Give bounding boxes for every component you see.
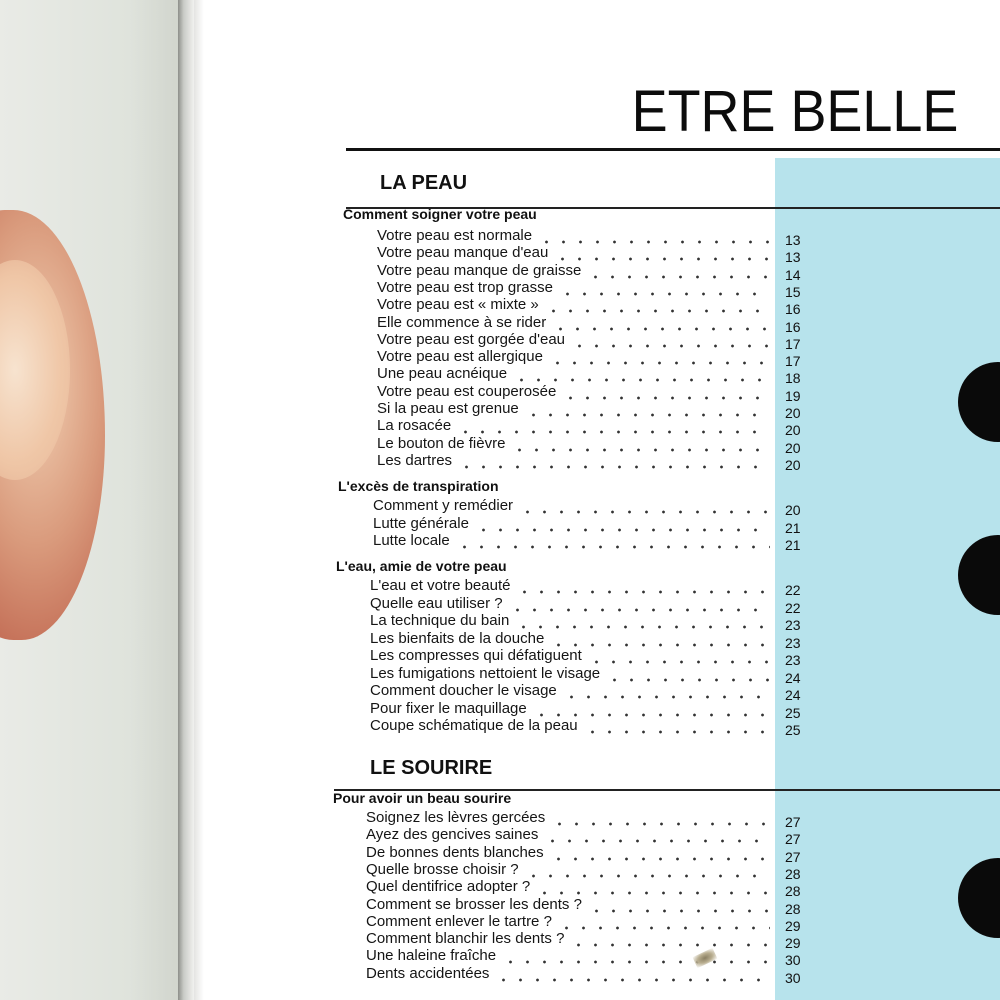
toc-page-number: 17 xyxy=(785,353,801,370)
dot-leader xyxy=(519,510,770,514)
toc-page-number: 20 xyxy=(785,405,801,421)
dot-leader xyxy=(606,678,770,682)
toc-entry-title: Quelle brosse choisir ? xyxy=(366,860,519,878)
toc-entry-title: L'eau et votre beauté xyxy=(370,577,511,594)
toc-entry-title: Une haleine fraîche xyxy=(366,947,497,965)
dot-leader xyxy=(552,327,770,331)
toc-entry-title: Soignez les lèvres gercées xyxy=(366,809,546,826)
toc-entry-title: Lutte générale xyxy=(373,514,469,532)
toc-page-number: 18 xyxy=(785,370,801,387)
toc-page-number: 24 xyxy=(785,687,801,703)
dot-leader xyxy=(538,240,770,244)
book-spine xyxy=(178,0,194,1000)
section-heading: LA PEAU xyxy=(380,172,468,194)
dot-leader xyxy=(509,608,770,612)
toc-entry-title: Quel dentifrice adopter ? xyxy=(366,878,531,896)
subsection-heading: L'eau, amie de votre peau xyxy=(336,558,507,574)
dot-leader xyxy=(516,590,770,594)
toc-page-number: 25 xyxy=(785,704,801,721)
dot-leader xyxy=(511,448,770,452)
dot-leader xyxy=(587,275,770,279)
dot-leader xyxy=(554,257,770,261)
subsection-heading: Pour avoir un beau sourire xyxy=(333,790,512,806)
dot-leader xyxy=(545,309,770,313)
toc-entry-title: De bonnes dents blanches xyxy=(366,843,544,861)
dot-leader xyxy=(562,396,770,400)
toc-page-number: 20 xyxy=(785,502,801,518)
dot-leader xyxy=(550,857,770,861)
facing-page-photo xyxy=(0,0,185,1000)
dot-leader xyxy=(563,695,770,699)
toc-entry-title: Votre peau manque de graisse xyxy=(377,261,582,279)
toc-entry-title: Les compresses qui défatiguent xyxy=(370,647,582,664)
toc-entry-title: Dents accidentées xyxy=(366,964,490,982)
toc-entry-title: Votre peau est allergique xyxy=(377,348,543,366)
toc-entry-title: Une peau acnéique xyxy=(377,365,508,383)
toc-entry-title: Si la peau est grenue xyxy=(377,400,519,417)
toc-entry-title: Les bienfaits de la douche xyxy=(370,629,545,647)
toc-page-number: 13 xyxy=(785,249,801,266)
dot-leader xyxy=(456,545,770,549)
toc-entry-title: Le bouton de fièvre xyxy=(377,434,506,452)
toc-entry-title: La technique du bain xyxy=(370,612,510,629)
dot-leader xyxy=(458,465,770,469)
toc-entry-title: Ayez des gencives saines xyxy=(366,826,539,844)
dot-leader xyxy=(570,943,770,947)
title-rule xyxy=(346,148,1000,151)
toc-entry-title: Votre peau est trop grasse xyxy=(377,278,553,296)
toc-page-number: 21 xyxy=(785,519,801,536)
toc-entry-title: Lutte locale xyxy=(373,532,450,549)
toc-entry-title: Comment enlever le tartre ? xyxy=(366,912,552,930)
toc-page-number: 27 xyxy=(785,814,801,830)
toc-page-number: 21 xyxy=(785,537,801,553)
dot-leader xyxy=(588,660,770,664)
dot-leader xyxy=(525,413,770,417)
dot-leader xyxy=(559,292,770,296)
toc-entry-title: Votre peau est normale xyxy=(377,227,533,244)
toc-entry-title: Comment doucher le visage xyxy=(370,682,557,699)
dot-leader xyxy=(571,344,770,348)
toc-page-number: 25 xyxy=(785,722,801,738)
toc-entry-title: Votre peau est « mixte » xyxy=(377,296,539,314)
toc-page-number: 30 xyxy=(785,969,801,986)
dot-leader xyxy=(558,926,770,930)
toc-entry-title: La rosacée xyxy=(377,417,452,435)
dot-leader xyxy=(550,643,770,647)
toc-entry-title: Votre peau est gorgée d'eau xyxy=(377,330,566,348)
toc-page-number: 23 xyxy=(785,634,801,651)
subsection-heading: L'excès de transpiration xyxy=(338,478,499,494)
toc-page-number: 24 xyxy=(785,669,801,686)
toc-entry-title: Votre peau est couperosée xyxy=(377,382,557,400)
page-edge xyxy=(194,0,204,1000)
toc-entry-title: Comment blanchir les dents ? xyxy=(366,930,565,948)
toc-page-number: 28 xyxy=(785,865,801,882)
toc-entry-title: Pour fixer le maquillage xyxy=(370,699,527,717)
toc-entry-title: Votre peau manque d'eau xyxy=(377,244,549,262)
toc-page-number: 15 xyxy=(785,283,801,300)
toc-entry-title: Coupe schématique de la peau xyxy=(370,717,578,734)
dot-leader xyxy=(551,822,770,826)
section-heading: LE SOURIRE xyxy=(370,757,493,779)
dot-leader xyxy=(588,909,770,913)
dot-leader xyxy=(544,839,770,843)
toc-entry-title: Elle commence à se rider xyxy=(377,313,547,331)
toc-page-number: 29 xyxy=(785,917,801,934)
toc-page-number: 27 xyxy=(785,848,801,865)
dot-leader xyxy=(584,730,770,734)
toc-page-number: 17 xyxy=(785,335,801,352)
toc-page-number: 13 xyxy=(785,232,801,248)
toc-page-number: 20 xyxy=(785,456,801,473)
toc-entry-title: Les fumigations nettoient le visage xyxy=(370,664,601,682)
toc-page-number: 28 xyxy=(785,900,801,917)
dot-leader xyxy=(502,960,770,964)
toc-entry-title: Comment y remédier xyxy=(373,497,514,514)
toc-page-number: 22 xyxy=(785,582,801,598)
toc-page-number: 20 xyxy=(785,439,801,456)
dot-leader xyxy=(533,713,770,717)
dot-leader xyxy=(515,625,770,629)
dot-leader xyxy=(525,874,770,878)
toc-page-number: 29 xyxy=(785,935,801,952)
paper-stain xyxy=(692,948,717,968)
toc-page-number: 16 xyxy=(785,301,801,318)
toc-entry-title: Quelle eau utiliser ? xyxy=(370,594,503,612)
toc-entry-title: Les dartres xyxy=(377,451,453,469)
dot-leader xyxy=(495,978,770,982)
toc-page-number: 20 xyxy=(785,422,801,439)
toc-page-number: 22 xyxy=(785,599,801,616)
toc-page-number: 27 xyxy=(785,831,801,848)
dot-leader xyxy=(475,528,770,532)
toc-entry-title: Comment se brosser les dents ? xyxy=(366,895,582,913)
page-title: ETRE BELLE xyxy=(631,79,958,144)
toc-page-number: 28 xyxy=(785,883,801,900)
toc-page-number: 14 xyxy=(785,266,801,283)
toc-page-number: 23 xyxy=(785,652,801,668)
toc-page-number: 23 xyxy=(785,617,801,633)
dot-leader xyxy=(549,361,770,365)
toc-page-number: 30 xyxy=(785,952,801,969)
toc-page-number: 19 xyxy=(785,387,801,404)
toc-page-number: 16 xyxy=(785,318,801,335)
subsection-heading: Comment soigner votre peau xyxy=(343,206,537,222)
